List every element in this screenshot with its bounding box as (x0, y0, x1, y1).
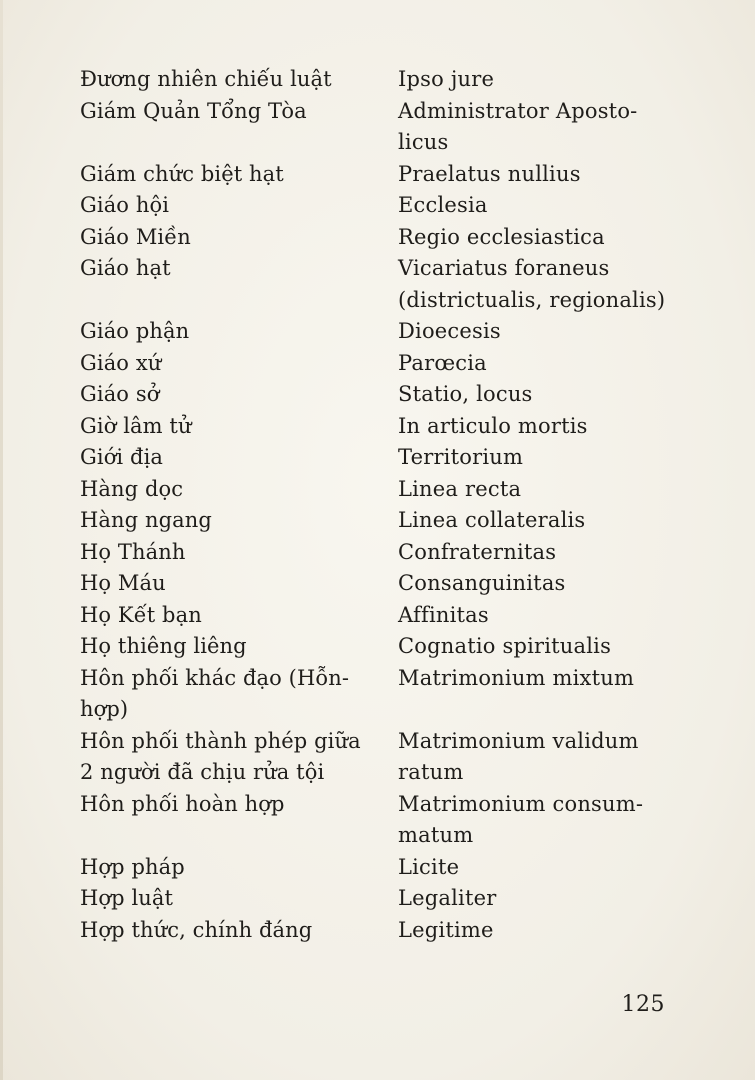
glossary-row (80, 316, 680, 348)
glossary-row (80, 726, 680, 758)
latin-term: Legitime (398, 917, 494, 942)
glossary-row (80, 222, 680, 254)
vietnamese-term: Hợp thức, chính đáng (80, 917, 313, 942)
latin-term: Dioecesis (398, 319, 501, 343)
vietnamese-term: Hợp pháp (80, 854, 185, 879)
vietnamese-term: hợp) (80, 697, 129, 721)
latin-term: Affinitas (398, 602, 489, 627)
glossary-row (80, 915, 680, 947)
latin-term: Territorium (398, 445, 524, 469)
glossary-row (80, 64, 680, 96)
vietnamese-term: Giáo hạt (80, 256, 171, 280)
latin-term: Confraternitas (398, 539, 557, 564)
vietnamese-term: Họ Thánh (80, 539, 186, 564)
latin-term: Ecclesia (398, 193, 488, 217)
vietnamese-term: Họ Máu (80, 571, 166, 595)
glossary-row (80, 285, 680, 317)
glossary-row (80, 190, 680, 222)
latin-term: Cognatio spiritualis (398, 634, 612, 658)
glossary-row (80, 537, 680, 569)
glossary-row (80, 631, 680, 663)
vietnamese-term: Hôn phối hoàn hợp (80, 791, 285, 816)
vietnamese-term: Giáo Miền (80, 224, 191, 249)
latin-term: Matrimonium validum (398, 728, 639, 753)
page-edge (0, 0, 3, 1080)
latin-term: Ipso jure (398, 67, 495, 91)
page-number: 125 (621, 992, 665, 1017)
vietnamese-term: Họ thiêng liêng (80, 634, 247, 658)
vietnamese-term: Hàng ngang (80, 508, 212, 532)
latin-term: Praelatus nullius (398, 161, 581, 186)
glossary-row (80, 442, 680, 474)
latin-term: Vicariatus foraneus (398, 256, 610, 280)
vietnamese-term: Họ Kết bạn (80, 602, 202, 627)
glossary-entries (80, 64, 680, 946)
glossary-row (80, 505, 680, 537)
latin-term: (districtualis, regionalis) (398, 287, 666, 312)
glossary-row (80, 663, 680, 695)
vietnamese-term: Giáo phận (80, 319, 190, 343)
glossary-row (80, 127, 680, 159)
latin-term: Matrimonium mixtum (398, 665, 635, 690)
latin-term: Matrimonium consum- (398, 791, 644, 816)
vietnamese-term: Hôn phối khác đạo (Hỗn- (80, 665, 350, 690)
glossary-row (80, 96, 680, 128)
latin-term: Consanguinitas (398, 571, 566, 595)
glossary-row (80, 852, 680, 884)
vietnamese-term: Giới địa (80, 445, 164, 469)
vietnamese-term: Giáo hội (80, 193, 170, 217)
latin-term: Parœcia (398, 350, 487, 375)
latin-term: In articulo mortis (398, 413, 588, 438)
vietnamese-term: Giáo sở (80, 382, 160, 406)
vietnamese-term: Hôn phối thành phép giữa (80, 728, 361, 753)
glossary-row (80, 253, 680, 285)
vietnamese-term: Hợp luật (80, 886, 174, 910)
latin-term: ratum (398, 760, 464, 784)
vietnamese-term: Hàng dọc (80, 476, 184, 501)
latin-term: Statio, locus (398, 382, 533, 406)
vietnamese-term: Giáo xứ (80, 350, 162, 375)
glossary-row (80, 883, 680, 915)
latin-term: Linea recta (398, 476, 522, 501)
vietnamese-term: 2 người đã chịu rửa tội (80, 760, 325, 784)
glossary-row (80, 694, 680, 726)
glossary-row (80, 568, 680, 600)
latin-term: matum (398, 823, 474, 847)
glossary-row (80, 820, 680, 852)
glossary-row (80, 348, 680, 380)
latin-term: Licite (398, 854, 460, 879)
latin-term: Linea collateralis (398, 508, 586, 532)
glossary-row (80, 600, 680, 632)
latin-term: Regio ecclesiastica (398, 224, 605, 249)
glossary-row (80, 379, 680, 411)
vietnamese-term: Đương nhiên chiếu luật (80, 67, 332, 91)
vietnamese-term: Giờ lâm tử (80, 413, 192, 438)
glossary-row (80, 789, 680, 821)
latin-term: Legaliter (398, 886, 497, 910)
latin-term: licus (398, 130, 449, 154)
latin-term: Administrator Aposto- (398, 98, 638, 123)
vietnamese-term: Giám Quản Tổng Tòa (80, 98, 307, 123)
glossary-row (80, 159, 680, 191)
glossary-row (80, 474, 680, 506)
vietnamese-term: Giám chức biệt hạt (80, 161, 284, 186)
glossary-row (80, 411, 680, 443)
glossary-row (80, 757, 680, 789)
